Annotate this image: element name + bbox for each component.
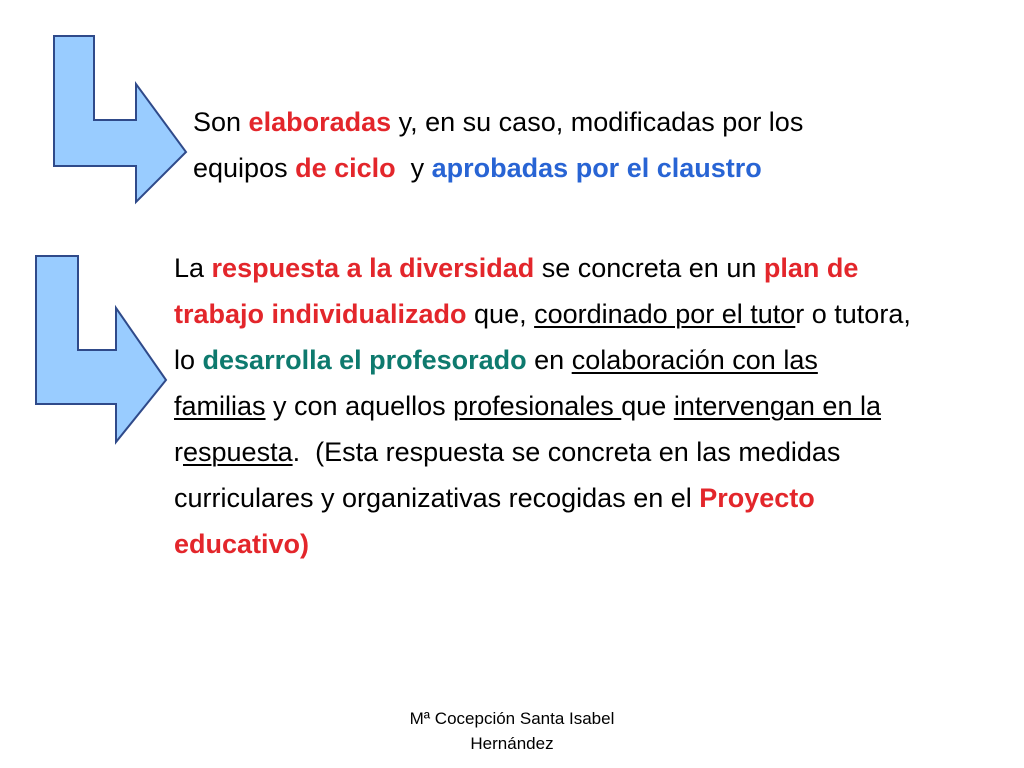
text-run: Son xyxy=(193,107,249,137)
footer-line-1: Mª Cocepción Santa Isabel xyxy=(409,709,615,728)
underlined-colaboracion: colaboración con las xyxy=(571,345,818,375)
bullet-text-2 xyxy=(174,245,1019,567)
highlight-plan-de: plan de xyxy=(763,253,859,283)
highlight-desarrolla: desarrolla el profesorado xyxy=(202,345,527,375)
text-run: y xyxy=(395,153,432,183)
bullet-text-1 xyxy=(193,99,993,191)
text-run: que, xyxy=(466,299,535,329)
underlined-coordinado: coordinado por el tuto xyxy=(534,299,796,329)
text-run: lo xyxy=(174,345,203,375)
highlight-educativo: educativo) xyxy=(174,529,310,559)
footer-line-2: Hernández xyxy=(470,734,554,753)
text-run: se concreta en un xyxy=(534,253,764,283)
highlight-respuesta-diversidad: respuesta a la diversidad xyxy=(211,253,535,283)
bent-arrow-right-icon xyxy=(50,34,190,206)
text-run: en xyxy=(526,345,572,375)
highlight-proyecto: Proyecto xyxy=(699,483,815,513)
text-run: y con aquellos xyxy=(265,391,454,421)
underlined-profesionales: profesionales xyxy=(453,391,622,421)
text-run: que xyxy=(621,391,674,421)
highlight-elaboradas: elaboradas xyxy=(248,107,392,137)
highlight-aprobadas: aprobadas por el claustro xyxy=(431,153,762,183)
text-run: equipos xyxy=(193,153,296,183)
text-run: . (Esta respuesta se concreta en las medidas xyxy=(292,437,841,467)
underlined-respuesta: espuesta xyxy=(183,437,293,467)
text-run: La xyxy=(174,253,212,283)
highlight-trabajo-individualizado: trabajo individualizado xyxy=(174,299,467,329)
text-run: curriculares y organizativas recogidas en el xyxy=(174,483,700,513)
footer-author xyxy=(380,706,644,756)
text-run: r xyxy=(174,437,183,467)
text-run: y, en su caso, modificadas por los xyxy=(391,107,804,137)
text-run: r o tutora, xyxy=(795,299,911,329)
underlined-intervengan: intervengan en la xyxy=(673,391,881,421)
highlight-de-ciclo: de ciclo xyxy=(295,153,396,183)
underlined-familias: familias xyxy=(174,391,266,421)
bent-arrow-right-icon xyxy=(32,254,172,446)
